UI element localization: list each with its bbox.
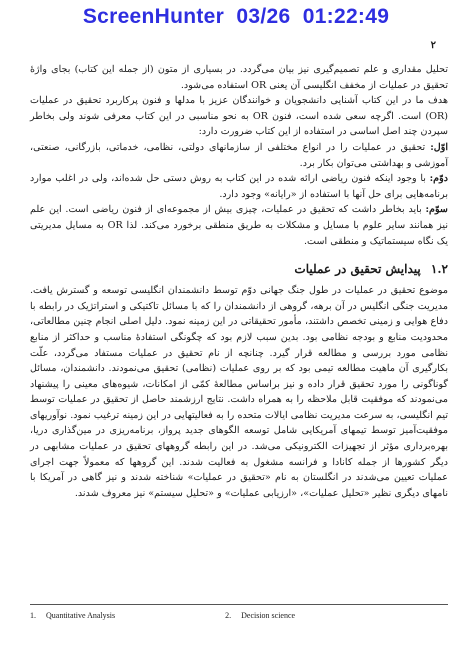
point-second-text: با وجود اینکه فنون ریاضی ارائه شده در این کتاب به روش دستی حل شده‌اند، ولی در اغلب موارد برنامه‌هایی برای حل آنها با استفاده از «رایانه» وجود دارد. xyxy=(30,173,448,200)
section-number: ۱.۲ xyxy=(430,262,448,277)
footnote-2-text: Decision science xyxy=(241,611,296,620)
page-number: ۲ xyxy=(430,40,436,51)
point-first-label: اوّل: xyxy=(430,141,448,153)
section-heading xyxy=(30,261,448,277)
intro-paragraph-2: هدف ما در این کتاب آشنایی دانشجویان و خوانندگان عزیز با مدلها و فنون پرکاربرد تحقیق در عملیات (OR) است. اگرچه سعی شده است، فنون OR به نحو مناسبی در این کتاب معرفی شوند ولی بخاطر سپردن چند اصل اساسی در استفاده از این کتاب ضرورت دارد: xyxy=(30,95,448,138)
intro-paragraph-1: تحلیل مقداری و علم تصمیم‌گیری نیز بیان می‌گردد. در بسیاری از متون (از جمله این کتاب) بجای واژهٔ تحقیق در عملیات از مخفف انگلیسی آن یعنی OR استفاده می‌شود. xyxy=(30,64,448,91)
footnote-1 xyxy=(30,611,115,620)
point-first-text: تحقیق در عملیات را در انواع مختلفی از سازمانهای دولتی، نظامی، خدماتی، بازرگانی، صنعتی، آموزشی و بهداشتی می‌توان بکار برد. xyxy=(30,141,448,169)
footnote-2 xyxy=(225,611,295,620)
section-paragraph: موضوع تحقیق در عملیات در طول جنگ جهانی دوّم توسط دانشمندان انگلیسی توسعه و گسترش یافت. مدیریت جنگی انگلیس در آن برهه، گروهی از دانشمندان را که با مسائل تاکتیکی و استراتژیک در رابطه با دفاع هوایی و زمینی تخصص داشتند، مأمور تحقیقاتی در این زمینه نمود. دلیل اصلی انجام چنین مطالعاتی، محدودیت منابع و بودجه نظامی بود. بدین سبب لازم بود که چگونگی استفادهٔ مناسب و حداکثر از منابع نظامی مورد بررسی و مطالعه قرار گیرد. چنانچه از نام تحقیق در عملیات مستفاد می‌گردد، علّت بکارگیری آن ماهیت مطالعه تیمی بود که بر روی عملیات (نظامی) تحقیق می‌نمودند. دانشمندان، مسائل گوناگونی را مورد تحقیق قرار داده و نیز براساس مطالعهٔ کمّی از امکانات، شیوه‌های معینی را پیشنهاد می‌نمودند که موفقیت قابل ملاحظه را به همراه داشت. نتایج ارزشمند حاصل از تحقیق در عملیات توسط تیم انگلیسی، به سرعت مدیریت نظامی ایالات متحده را به فعالیتهایی در این زمینه ترغیب نمود. نوآوریهای موفقیت‌آمیز توسط تیمهای آمریکایی شامل توسعه الگوهای جدید پرواز، برنامه‌ریزی در مین‌گذاری دریا، بهره‌برداری مؤثر از تجهیزات الکترونیکی می‌شد. در این رابطه گروههای تحقیق در عملیات مشابهی در دیگر کشورها از جمله کانادا و فرانسه مشغول به فعالیت شدند. این گروهها که معمولاً جهت اجرای عملیات تعیین می‌شدند در انگلستان به نام «تحقیق در عملیات» شناخته شدند و نیز گاهی در آمریکا با نامهای دیگری نظیر «تحلیل عملیات»، «ارزیابی عملیات» و «تحلیل سیستم» نیز معروف شدند. xyxy=(30,285,448,499)
point-first xyxy=(30,140,448,171)
page-body xyxy=(30,62,448,501)
footnote-2-number: 2. xyxy=(225,611,232,620)
point-third xyxy=(30,202,448,249)
footnote-1-number: 1. xyxy=(30,611,36,620)
footnotes xyxy=(30,604,448,620)
point-second xyxy=(30,171,448,202)
screenhunter-watermark: ScreenHunter 03/26 01:22:49 xyxy=(82,5,390,28)
section-title: پیدایش تحقیق در عملیات xyxy=(294,262,421,277)
footnote-1-text: Quantitative Analysis xyxy=(46,611,116,620)
point-third-text: باید بخاطر داشت که تحقیق در عملیات، چیزی بیش از مجموعه‌ای از فنون ریاضی است. این علم نیز همانند سایر علوم با مسایل و مشکلات به طریق منطقی برخورد می‌کند. لذا OR به مسایل مدیریتی یک نگاه سیستماتیک و منطقی است. xyxy=(30,204,449,247)
point-third-label: سوّم: xyxy=(425,204,448,216)
point-second-label: دوّم: xyxy=(429,173,448,185)
